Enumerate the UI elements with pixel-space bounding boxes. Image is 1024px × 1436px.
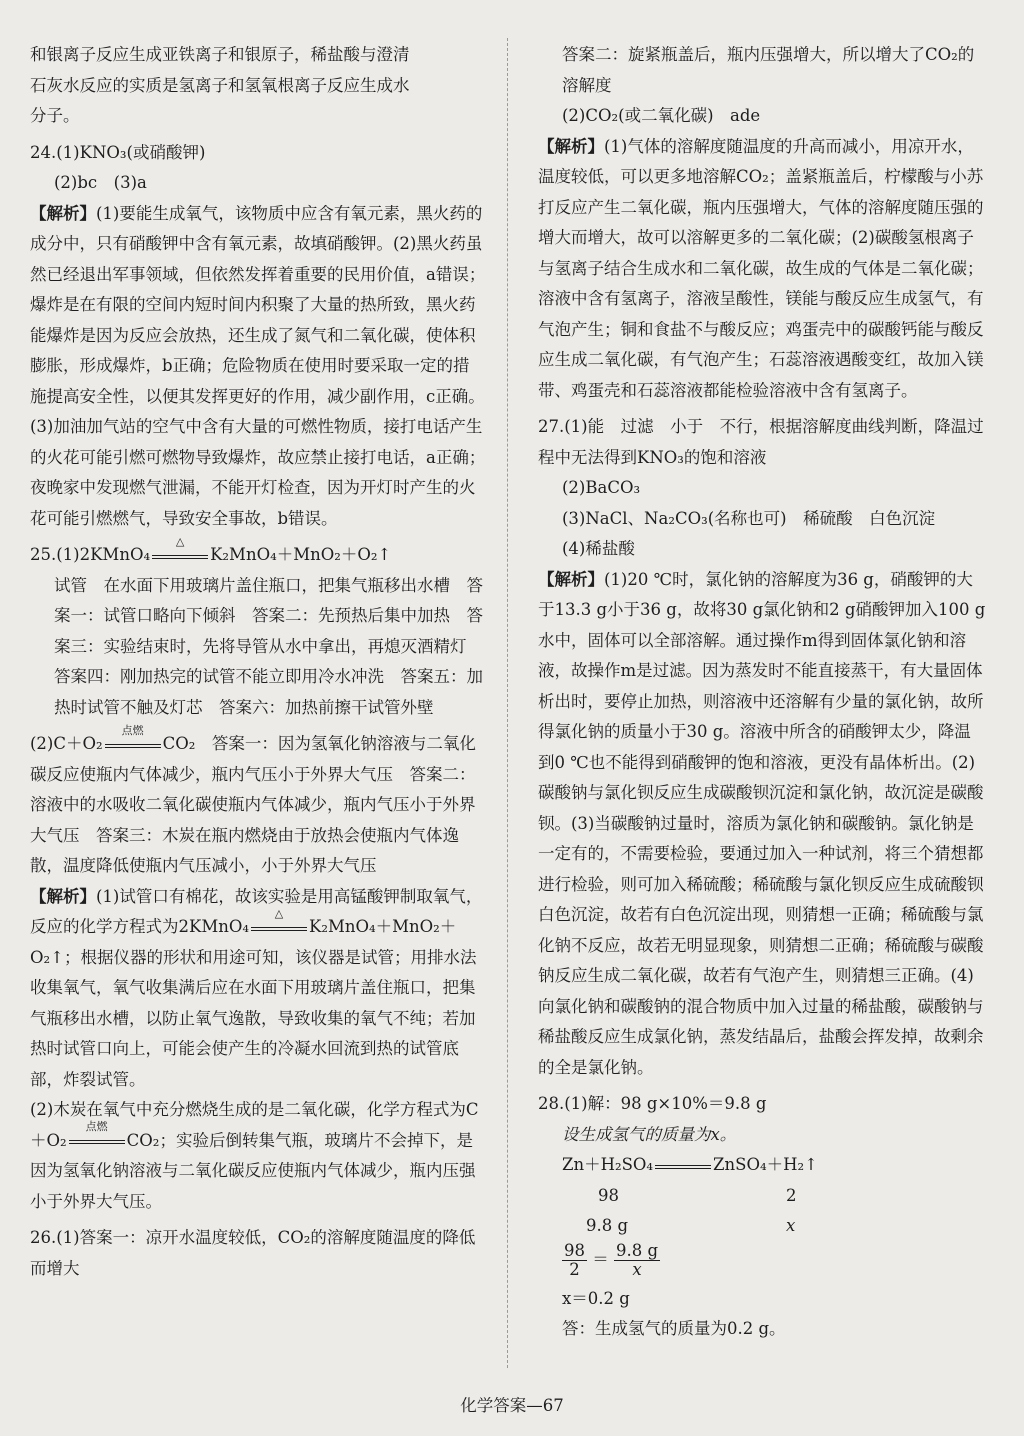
reaction-condition: △	[249, 921, 309, 935]
q26-analysis: 【解析】(1)气体的溶解度随温度的升高而减小，用凉开水，温度较低，可以更多地溶解CO₂；盖紧瓶盖后，柠檬酸与小苏打反应产生二氧化碳，瓶内压强增大，气体的溶解度随压强的增大而增大，故可以溶解更多的二氧化碳；(2)碳酸氢根离子与氢离子结合生成水和二氧化碳，故生成的气体是二氧化碳；溶液中含有氢离子，溶液呈酸性，镁能与酸反应生成氢气，有气泡产生；铜和食盐不与酸反应；鸡蛋壳中的碳酸钙能与酸反应生成二氧化碳，有气泡产生；石蕊溶液遇酸变红，故加入镁带、鸡蛋壳和石蕊溶液都能检验溶液中含有氢离子。	[538, 136, 984, 400]
calc-result: x＝0.2 g	[562, 1288, 630, 1308]
q25-answer-1: 试管 在水面下用玻璃片盖住瓶口，把集气瓶移出水槽 答案一：试管口略向下倾斜 答案二：先预热后集中加热 答案三：实验结束时，先将导管从水中拿出，再熄灭酒精灯 答案四：刚加热完的试管不能立即用冷水冲洗 答案五：加热时试管不触及灯芯 答案六：加热前擦干试管外壁	[54, 575, 483, 717]
equation-left: (2)C＋O₂	[30, 734, 103, 753]
calc-equation: Zn＋H₂SO₄ ZnSO₄＋H₂↑	[562, 1155, 818, 1174]
q24-answer-1: 24.(1)KNO₃(或硝酸钾)	[30, 142, 206, 162]
answer-text: 答案一：因为氢氧化钠溶液与二氧化碳反应使瓶内气体减少，瓶内气压小于外界大气压 答案二：溶液中的水吸收二氧化碳使瓶内气体减少，瓶内气压小于外界大气压 答案三：木炭在瓶内燃烧由于放热会使瓶内气体逸散，温度降低使瓶内气压减小，小于外界大气压	[30, 734, 476, 875]
fraction-right: $\frac{9.8 g}{x}$	[616, 1240, 659, 1279]
equation-right: K₂MnO₄＋MnO₂＋O₂↑	[210, 545, 392, 564]
q25-analysis-2: (2)木炭在氧气中充分燃烧生成的是二氧化碳，化学方程式为C＋O₂ 点燃 CO₂；实验后倒转集气瓶，玻璃片不会掉下，是因为氢氧化钠溶液与二氧化碳反应使瓶内气体减少，瓶内压强小于外界大气压。	[30, 1100, 479, 1211]
q25-analysis: 【解析】(1)试管口有棉花，故该实验是用高锰酸钾制取氧气，反应的化学方程式为2KMnO₄ △ K₂MnO₄＋MnO₂＋O₂↑；根据仪器的形状和用途可知，该仪器是试管；用排水法收集氧气，氧气收集满后应在水面下用玻璃片盖住瓶口，把集气瓶移出水槽，以防止氧气逸散，导致收集的氧气不纯；若加热时试管口向上，可能会使产生的冷凝水回流到热的试管底部，炸裂试管。	[30, 886, 483, 1089]
calc-answer: 答：生成氢气的质量为0.2 g。	[562, 1319, 786, 1338]
text-line: 分子。	[30, 106, 80, 125]
column-divider	[507, 38, 508, 1368]
calc-row: 9.8 g x	[586, 1216, 796, 1235]
q26-answer-1b: 答案二：旋紧瓶盖后，瓶内压强增大，所以增大了CO₂的溶解度	[562, 45, 975, 95]
page-footer: 化学答案—67	[460, 1396, 564, 1415]
analysis-text: (1)要能生成氧气，该物质中应含有氧元素，黑火药的成分中，只有硝酸钾中含有氧元素，故填硝酸钾。(2)黑火药虽然已经退出军事领域，但依然发挥着重要的民用价值，a错误；爆炸是在有限的空间内短时间内积聚了大量的热所致，黑火药能爆炸是因为反应会放热，还生成了氮气和二氧化碳，使体积膨胀，形成爆炸，b正确；危险物质在使用时要采取一定的措施提高安全性，以便其发挥更好的作用，减少副作用，c正确。(3)加油加气站的空气中含有大量的可燃性物质，接打电话产生的火花可能引燃可燃物导致爆炸，故应禁止接打电话，a正确；夜晚家中发现燃气泄漏，不能开灯检查，因为开灯时产生的火花可能引燃燃气，导致安全事故，b错误。	[30, 203, 486, 528]
q27-answer-1: 27.(1)能 过滤 小于 不行，根据溶解度曲线判断，降温过程中无法得到KNO₃的饱和溶液	[538, 417, 984, 467]
fraction-left: $\frac{98}{2}$	[564, 1240, 585, 1279]
q28-line-1: 28.(1)解：98 g×10%＝9.8 g	[538, 1094, 767, 1113]
left-column	[30, 40, 486, 1284]
q27-analysis: 【解析】(1)20 ℃时，氯化钠的溶解度为36 g，硝酸钾的大于13.3 g小于36 g，故将30 g氯化钠和2 g硝酸钾加入100 g水中，固体可以全部溶解。通过操作m得到固体氯化钠和溶液，故操作m是过滤。因为蒸发时不能直接蒸干，有大量固体析出时，要停止加热，则溶液中还溶解有少量的氯化钠，故所得氯化钠的质量小于30 g。溶液中所含的硝酸钾太少，降温到0 ℃也不能得到硝酸钾的饱和溶液，更没有晶体析出。(2)碳酸钠与氯化钡反应生成碳酸钡沉淀和氯化钠，故沉淀是碳酸钡。(3)当碳酸钠过量时，溶质为氯化钠和碳酸钠。氯化钠是一定有的，不需要检验，要通过加入一种试剂，将三个猜想都进行检验，则可加入稀硫酸；稀硫酸与氯化钡反应生成硫酸钡白色沉淀，故若有白色沉淀出现，则猜想一正确；稀硫酸与氯化钠不反应，故若无明显现象，则猜想二正确；稀硫酸与碳酸钠反应生成二氧化碳，故若有气泡产生，则猜想三正确。(4)向氯化钠和碳酸钠的混合物质中加入过量的稀盐酸，碳酸钠与稀盐酸反应生成氯化钠，蒸发结晶后，盐酸会挥发掉，故剩余的全是氯化钠。	[538, 569, 986, 1077]
calc-proportion: $\frac{98}{2}$ ＝ $\frac{9.8 g}{x}$	[564, 1240, 659, 1279]
q28-calculation	[538, 1120, 986, 1345]
q25-answer-2	[30, 723, 486, 882]
q26-answer-2: (2)CO₂(或二氧化碳) ade	[562, 106, 761, 125]
right-column	[538, 40, 986, 1345]
text-line: 和银离子反应生成亚铁离子和银原子，稀盐酸与澄清	[30, 45, 410, 64]
equation-left: 25.(1)2KMnO₄	[30, 545, 151, 564]
reaction-arrow	[653, 1159, 713, 1173]
analysis-tag: 【解析】	[30, 886, 96, 906]
q27-answer-4: (4)稀盐酸	[562, 539, 635, 558]
analysis-tag: 【解析】	[538, 136, 604, 156]
analysis-tag: 【解析】	[30, 203, 96, 223]
q26-answer-1: 26.(1)答案一：凉开水温度较低，CO₂的溶解度随温度的降低而增大	[30, 1228, 476, 1278]
calc-row: 98 2	[598, 1185, 797, 1205]
calc-row: 设生成氢气的质量为x。	[562, 1124, 737, 1144]
analysis-tag: 【解析】	[538, 569, 604, 589]
reaction-condition: 点燃	[67, 1134, 127, 1148]
q27-answer-3: (3)NaCl、Na₂CO₃(名称也可) 稀硫酸 白色沉淀	[562, 508, 936, 528]
q24-answer-2: (2)bc (3)a	[54, 173, 147, 192]
text-line: 石灰水反应的实质是氢离子和氢氧根离子反应生成水	[30, 75, 410, 95]
q25-equation-1	[30, 534, 486, 571]
reaction-condition: 点燃	[103, 738, 163, 752]
q24-analysis	[30, 199, 486, 535]
equation-right: CO₂	[162, 734, 196, 753]
q27-answer-2: (2)BaCO₃	[562, 478, 641, 497]
reaction-condition: △	[150, 549, 210, 563]
